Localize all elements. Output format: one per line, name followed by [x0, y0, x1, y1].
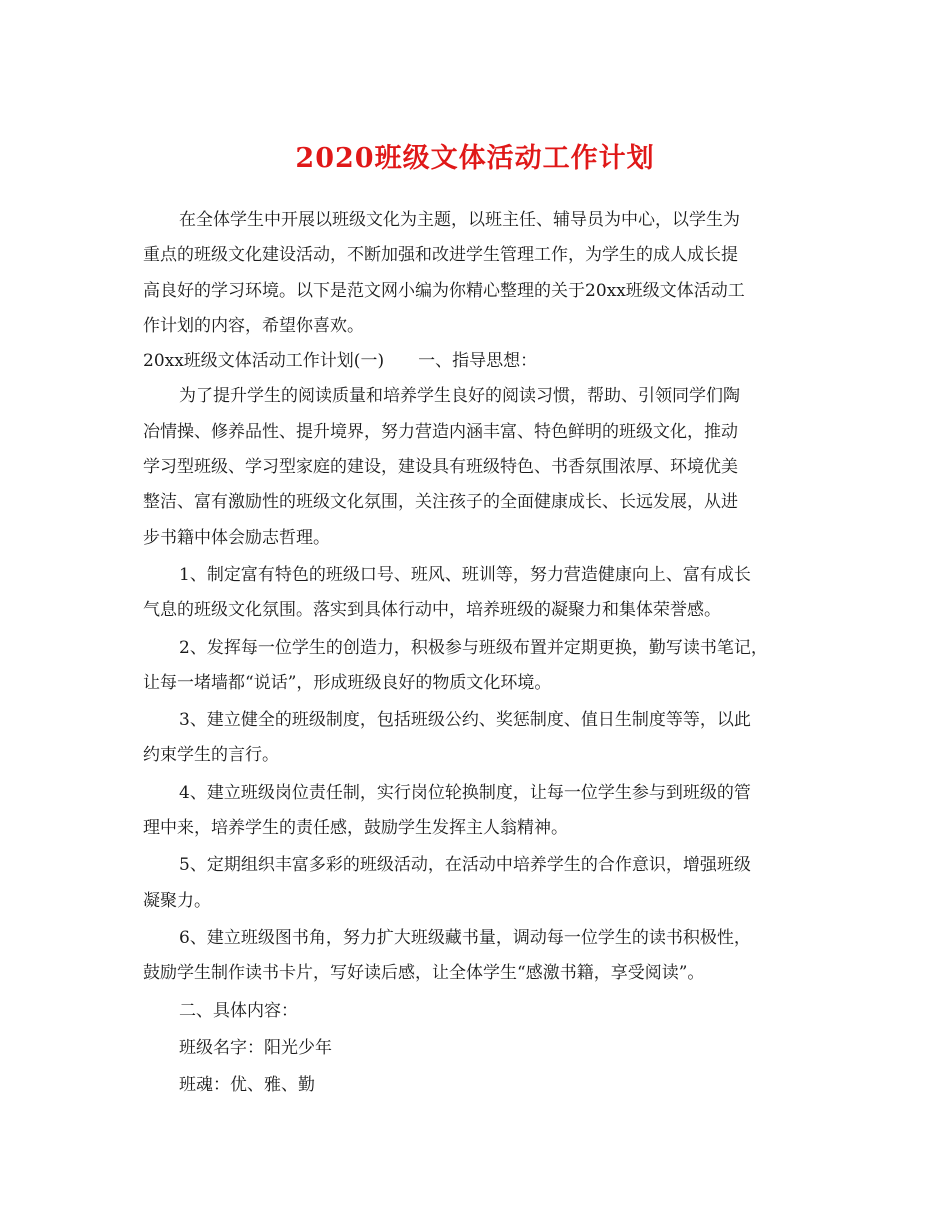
class-name-line: 班级名字：阳光少年 [179, 1037, 332, 1058]
list-item-line: 理中来，培养学生的责任感，鼓励学生发挥主人翁精神。 [143, 818, 568, 839]
paragraph-line: 学习型班级、学习型家庭的建设，建设具有班级特色、书香氛围浓厚、环境优美 [143, 457, 738, 478]
list-item-line: 2、发挥每一位学生的创造力，积极参与班级布置并定期更换，勤写读书笔记， [179, 637, 768, 658]
list-item-line: 3、建立健全的班级制度，包括班级公约、奖惩制度、值日生制度等等，以此 [179, 710, 751, 731]
list-item-line: 凝聚力。 [143, 890, 211, 911]
list-item-line: 6、建立班级图书角，努力扩大班级藏书量，调动每一位学生的读书积极性， [179, 927, 751, 948]
list-item-line: 1、制定富有特色的班级口号、班风、班训等，努力营造健康向上、富有成长 [179, 564, 751, 585]
list-item-line: 让每一堵墙都“说话”，形成班级良好的物质文化环境。 [143, 672, 552, 693]
paragraph-line: 整洁、富有激励性的班级文化氛围，关注孩子的全面健康成长、长远发展，从进 [143, 492, 738, 513]
list-item-line: 4、建立班级岗位责任制，实行岗位轮换制度，让每一位学生参与到班级的管 [179, 782, 751, 803]
paragraph-line: 作计划的内容，希望你喜欢。 [143, 315, 364, 336]
list-item-line: 5、定期组织丰富多彩的班级活动，在活动中培养学生的合作意识，增强班级 [179, 855, 751, 876]
paragraph-line: 冶情操、修养品性、提升境界，努力营造内涵丰富、特色鲜明的班级文化，推动 [143, 421, 738, 442]
list-item-line: 约束学生的言行。 [143, 745, 279, 766]
section-heading-line: 二、具体内容： [179, 1000, 298, 1021]
section-heading-line: 20xx班级文体活动工作计划(一) 一、指导思想： [143, 351, 538, 372]
list-item-line: 气息的班级文化氛围。落实到具体行动中，培养班级的凝聚力和集体荣誉感。 [143, 600, 721, 621]
list-item-line: 鼓励学生制作读书卡片，写好读后感，让全体学生“感激书籍，享受阅读”。 [143, 963, 705, 984]
paragraph-line: 在全体学生中开展以班级文化为主题，以班主任、辅导员为中心，以学生为 [179, 210, 740, 230]
class-spirit-line: 班魂：优、雅、勤 [179, 1075, 315, 1096]
paragraph-line: 为了提升学生的阅读质量和培养学生良好的阅读习惯，帮助、引领同学们陶 [179, 386, 740, 407]
paragraph-line: 高良好的学习环境。以下是范文网小编为你精心整理的关于20xx班级文体活动工 [143, 280, 745, 301]
document-body [143, 203, 809, 1103]
document-title: 2020班级文体活动工作计划 [295, 143, 655, 174]
paragraph-line: 步书籍中体会励志哲理。 [143, 527, 330, 548]
paragraph-line: 重点的班级文化建设活动，不断加强和改进学生管理工作，为学生的成人成长提 [143, 245, 738, 266]
